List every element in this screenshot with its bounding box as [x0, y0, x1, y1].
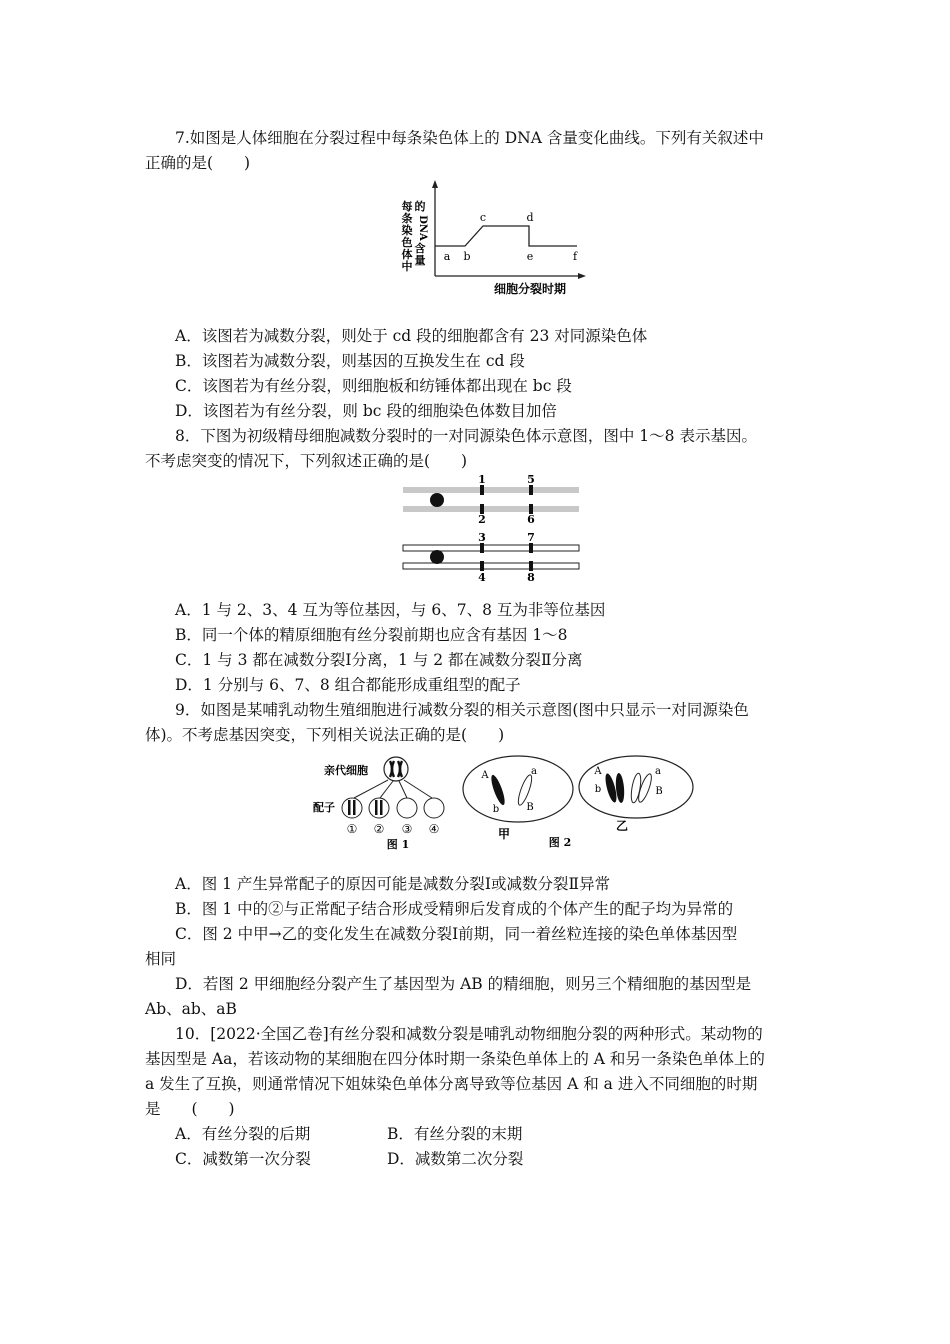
q8-gene-6: 6	[527, 513, 535, 526]
q8-gene-2: 2	[478, 513, 486, 526]
q9-figure-1	[308, 752, 458, 852]
q9-yi-gene-b: b	[594, 784, 602, 795]
q7-ylabel-char: 体	[401, 248, 413, 261]
q9-option-c-line2: 相同	[145, 950, 177, 968]
q9-parent-cell	[384, 757, 408, 781]
q9-arrow	[354, 780, 388, 798]
q7-ylabel-char: 条	[401, 212, 413, 225]
q9-gamete-label: 配子	[313, 801, 335, 814]
q8-gene-4: 4	[478, 571, 486, 584]
q8-gene-mark	[529, 543, 533, 553]
q8-gene-1: 1	[478, 473, 486, 486]
q8-option-b: B．同一个体的精原细胞有丝分裂前期也应含有基因 1～8	[175, 626, 568, 644]
q7-point-c: c	[479, 211, 487, 224]
q9-gamete-1-chromatid	[348, 800, 351, 815]
q9-stem-line1: 9．如图是某哺乳动物生殖细胞进行减数分裂的相关示意图(图中只显示一对同源染色	[175, 701, 749, 719]
q9-num-2: ②	[373, 822, 385, 836]
q9-gamete-2-chromatid	[380, 800, 383, 815]
q7-stem-line2: 正确的是( )	[145, 154, 251, 172]
q7-ylabel-char: 色	[401, 236, 413, 249]
q7-stem-line1: 7.如图是人体细胞在分裂过程中每条染色体上的 DNA 含量变化曲线。下列有关叙述中	[175, 129, 764, 147]
q8-gene-8: 8	[527, 571, 535, 584]
q7-x-label: 细胞分裂时期	[493, 282, 567, 296]
q8-gene-mark	[529, 485, 533, 495]
q8-gene-5: 5	[527, 473, 535, 486]
q8-stem-line2: 不考虑突变的情况下，下列叙述正确的是( )	[145, 452, 468, 470]
q8-chromosome-diagram	[400, 473, 582, 585]
q7-option-a: A．该图若为减数分裂，则处于 cd 段的细胞都含有 23 对同源染色体	[175, 327, 648, 345]
q9-jia-gene-B: B	[526, 802, 534, 813]
q10-option-d: D．减数第二次分裂	[387, 1150, 524, 1168]
q7-point-f: f	[572, 250, 578, 263]
q9-jia-gene-a: a	[531, 766, 537, 777]
q9-arrow	[404, 780, 432, 798]
q8-gene-mark	[480, 485, 484, 495]
q8-chromatid-4	[403, 563, 579, 569]
q9-num-4: ④	[428, 822, 440, 836]
q7-option-b: B．该图若为减数分裂，则基因的互换发生在 cd 段	[175, 352, 525, 370]
q9-gamete-3	[397, 798, 417, 818]
q9-gamete-4	[424, 798, 444, 818]
q10-stem-line3: a 发生了互换，则通常情况下姐妹染色单体分离导致等位基因 A 和 a 进入不同细胞的时期	[145, 1075, 758, 1093]
q9-gamete-1	[342, 798, 362, 818]
q9-option-c-line1: C．图 2 中甲→乙的变化发生在减数分裂Ⅰ前期，同一着丝粒连接的染色单体基因型	[175, 925, 738, 943]
q9-arrow	[399, 781, 407, 798]
q7-ylabel-char: 量	[414, 254, 426, 267]
q9-num-3: ③	[401, 822, 413, 836]
q7-ylabel-char: 的	[414, 200, 426, 213]
q9-option-d-line2: Ab、ab、aB	[145, 1000, 237, 1018]
q8-centromere-upper	[430, 493, 444, 507]
q9-jia-gene-A: A	[481, 770, 489, 781]
q7-point-b: b	[463, 250, 471, 263]
q7-point-d: d	[526, 211, 534, 224]
q9-yi-gene-B: B	[655, 786, 663, 797]
q7-x-arrow	[578, 273, 586, 279]
q9-gamete-2-chromatid	[375, 800, 378, 815]
q9-jia-gene-b: b	[492, 804, 500, 815]
q10-stem-line2: 基因型是 Aa，若该动物的某细胞在四分体时期一条染色单体上的 A 和另一条染色单体上的	[145, 1050, 765, 1068]
q9-gamete-2	[369, 798, 389, 818]
q8-chromatid-1	[403, 487, 579, 493]
q7-ylabel-char: 染	[401, 224, 413, 237]
q9-yi-gene-A: A	[594, 766, 602, 777]
q9-option-a: A．图 1 产生异常配子的原因可能是减数分裂Ⅰ或减数分裂Ⅱ异常	[175, 875, 611, 893]
q9-yi-label: 乙	[615, 819, 629, 833]
q8-chromatid-2	[403, 506, 579, 512]
q8-option-a: A．1 与 2、3、4 互为等位基因，与 6、7、8 互为非等位基因	[175, 601, 606, 619]
q7-ylabel-char: 含	[414, 242, 426, 255]
q9-jia-label: 甲	[497, 827, 511, 841]
q8-gene-mark	[529, 561, 533, 571]
q8-gene-mark	[480, 543, 484, 553]
q9-cell-jia	[463, 756, 573, 822]
q8-chromatid-3	[403, 545, 579, 551]
q8-gene-3: 3	[478, 531, 486, 544]
q10-stem-line1: 10．[2022·全国乙卷]有丝分裂和减数分裂是哺乳动物细胞分裂的两种形式。某动物的	[175, 1025, 763, 1043]
q9-parent-label: 亲代细胞	[324, 764, 368, 777]
q9-stem-line2: 体)。不考虑基因突变，下列相关说法正确的是( )	[145, 726, 505, 744]
q7-ylabel-char: 每	[401, 200, 413, 213]
q8-centromere-lower	[430, 550, 444, 564]
q7-dna-curve	[435, 226, 577, 246]
q10-option-c: C．减数第一次分裂	[175, 1150, 311, 1168]
q8-gene-mark	[480, 561, 484, 571]
q7-ylabel-char: 中	[401, 260, 413, 273]
q9-yi-gene-a: a	[655, 766, 661, 777]
q9-option-d-line1: D．若图 2 甲细胞经分裂产生了基因型为 AB 的精细胞，则另三个精细胞的基因型是	[175, 975, 752, 993]
q7-option-c: C．该图若为有丝分裂，则细胞板和纺锤体都出现在 bc 段	[175, 377, 572, 395]
q9-num-1: ①	[346, 822, 358, 836]
q9-fig2-caption: 图 2	[548, 836, 572, 849]
q9-figure-2	[460, 752, 700, 852]
q7-ylabel-dna: DNA	[417, 215, 428, 241]
q8-option-c: C．1 与 3 都在减数分裂Ⅰ分离，1 与 2 都在减数分裂Ⅱ分离	[175, 651, 583, 669]
q8-option-d: D．1 分别与 6、7、8 组合都能形成重组型的配子	[175, 676, 521, 694]
q7-dna-graph	[395, 178, 590, 300]
q7-point-e: e	[526, 250, 534, 263]
q9-option-b: B．图 1 中的②与正常配子结合形成受精卵后发育成的个体产生的配子均为异常的	[175, 900, 734, 918]
q10-stem-line4: 是 ( )	[145, 1100, 235, 1118]
q10-option-b: B．有丝分裂的末期	[387, 1125, 523, 1143]
q7-y-arrow	[432, 180, 438, 188]
q8-stem-line1: 8．下图为初级精母细胞减数分裂时的一对同源染色体示意图，图中 1～8 表示基因。	[175, 427, 757, 445]
q10-option-a: A．有丝分裂的后期	[175, 1125, 311, 1143]
q9-gamete-1-chromatid	[353, 800, 356, 815]
q9-fig1-caption: 图 1	[386, 838, 410, 851]
q7-point-a: a	[443, 250, 451, 263]
q8-gene-7: 7	[527, 531, 535, 544]
q7-option-d: D．该图若为有丝分裂，则 bc 段的细胞染色体数目加倍	[175, 402, 557, 420]
